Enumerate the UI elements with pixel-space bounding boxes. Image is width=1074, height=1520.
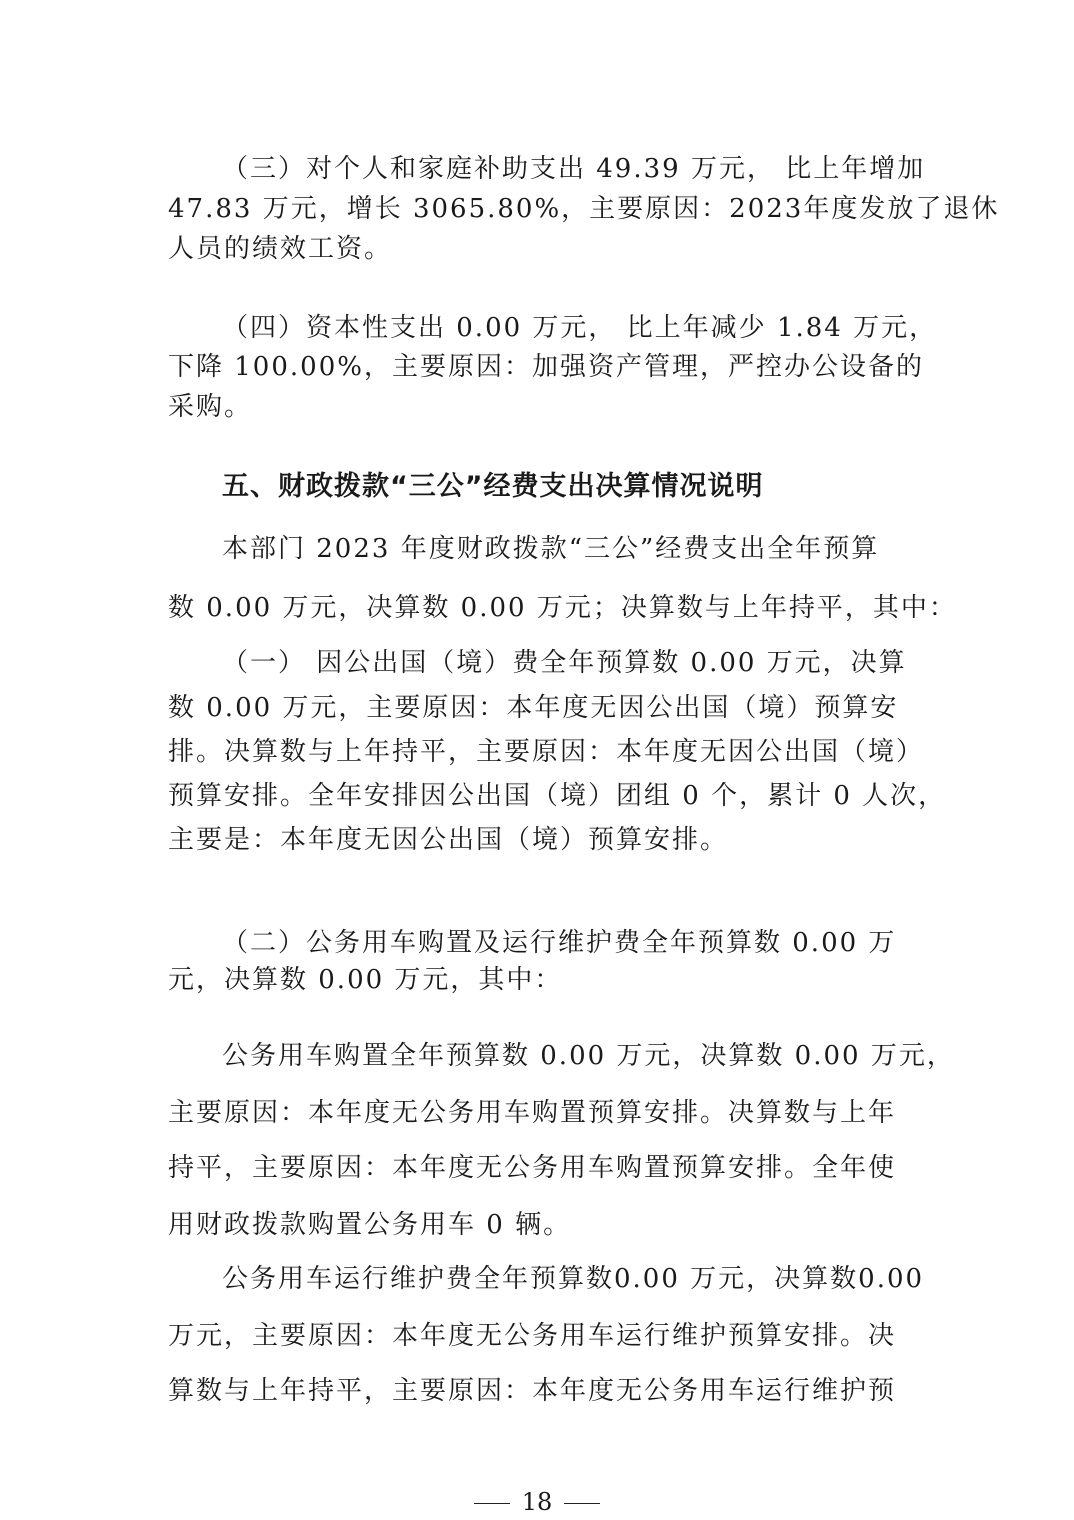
paragraph-line: 持平，主要原因：本年度无公务用车购置预算安排。全年使 xyxy=(168,1153,897,1183)
paragraph-line: 公务用车购置全年预算数 0.00 万元，决算数 0.00 万元， xyxy=(222,1041,955,1071)
paragraph-line: 47.83 万元，增长 3065.80%，主要原因：2023年度发放了退休 xyxy=(168,194,1000,224)
paragraph-line: 本部门 2023 年度财政拨款“三公”经费支出全年预算 xyxy=(222,534,880,564)
paragraph-line: 数 0.00 万元，决算数 0.00 万元；决算数与上年持平，其中： xyxy=(168,593,957,623)
paragraph-line: 万元，主要原因：本年度无公务用车运行维护预算安排。决 xyxy=(168,1321,897,1351)
paragraph-line: （二）公务用车购置及运行维护费全年预算数 0.00 万 xyxy=(222,928,897,958)
paragraph-line: （四）资本性支出 0.00 万元， 比上年减少 1.84 万元， xyxy=(222,313,938,343)
paragraph-line: （三）对个人和家庭补助支出 49.39 万元， 比上年增加 xyxy=(222,154,926,184)
paragraph-line: 用财政拨款购置公务用车 0 辆。 xyxy=(168,1210,572,1240)
section-heading: 五、财政拨款“三公”经费支出决算情况说明 xyxy=(222,471,764,502)
paragraph-line: 公务用车运行维护费全年预算数0.00 万元，决算数0.00 xyxy=(222,1264,925,1294)
footer-dash-left xyxy=(474,1503,510,1504)
paragraph-line: 预算安排。全年安排因公出国（境）团组 0 个，累计 0 人次， xyxy=(168,781,947,811)
page-footer xyxy=(0,1487,1074,1517)
footer-dash-right xyxy=(564,1503,600,1504)
paragraph-line: （一） 因公出国（境）费全年预算数 0.00 万元，决算 xyxy=(222,648,907,678)
paragraph-line: 排。决算数与上年持平，主要原因：本年度无因公出国（境） xyxy=(168,737,925,767)
paragraph-line: 元，决算数 0.00 万元，其中： xyxy=(168,965,563,995)
page-number: 18 xyxy=(521,1488,553,1516)
paragraph-line: 下降 100.00%，主要原因：加强资产管理，严控办公设备的 xyxy=(168,352,924,382)
paragraph-line: 数 0.00 万元，主要原因：本年度无因公出国（境）预算安 xyxy=(168,693,899,723)
paragraph-line: 人员的绩效工资。 xyxy=(168,234,393,264)
paragraph-line: 主要原因：本年度无公务用车购置预算安排。决算数与上年 xyxy=(168,1098,897,1128)
paragraph-line: 采购。 xyxy=(168,392,253,422)
paragraph-line: 主要是：本年度无因公出国（境）预算安排。 xyxy=(168,825,729,855)
paragraph-line: 算数与上年持平，主要原因：本年度无公务用车运行维护预 xyxy=(168,1376,897,1406)
